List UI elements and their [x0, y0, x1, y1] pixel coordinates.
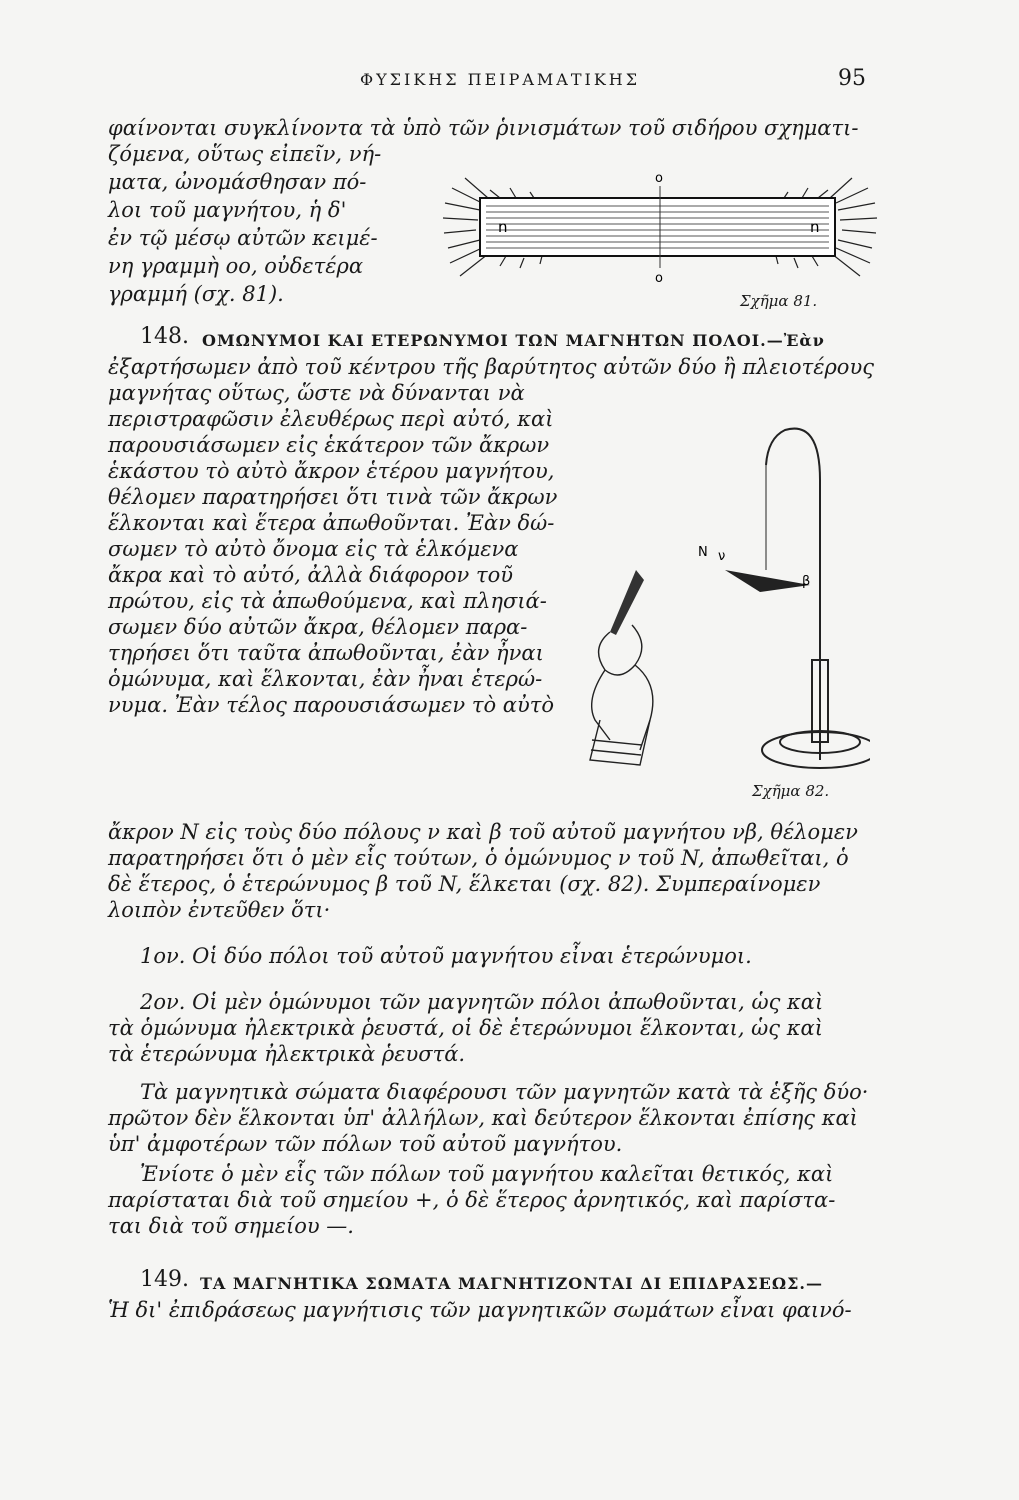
figure-82-caption: Σχῆμα 82. [752, 782, 830, 800]
text-line: Ἐνίοτε ὁ μὲν εἷς τῶν πόλων τοῦ μαγνήτου καλεῖται θετικός, καὶ [140, 1162, 834, 1186]
text-line: νυμα. Ἐὰν τέλος παρουσιάσωμεν τὸ αὐτὸ [108, 693, 554, 717]
section-number-148: 148. [140, 324, 189, 349]
suspended-needle [725, 570, 810, 592]
text-line: ἄκρον N εἰς τοὺς δύο πόλους ν καὶ β τοῦ αὐτοῦ μαγνήτου νβ, θέλομεν [108, 820, 858, 844]
neutral-label-top: o [655, 171, 663, 186]
text-line: παρουσιάσωμεν εἰς ἑκάτερον τῶν ἄκρων [108, 433, 550, 457]
text-line: ζόμενα, οὕτως εἰπεῖν, νή- [108, 142, 382, 166]
text-line: παρίσταται διὰ τοῦ σημείου +, ὁ δὲ ἕτερος ἀρνητικός, καὶ παρίστα- [108, 1188, 836, 1212]
text-line: θέλομεν παρατηρήσει ὅτι τινὰ τῶν ἄκρων [108, 485, 558, 509]
text-line: νη γραμμὴ οο, οὐδετέρα [108, 254, 364, 278]
label-N: N [698, 545, 708, 560]
text-line: δὲ ἕτερος, ὁ ἑτερώνυμος β τοῦ N, ἕλκεται (σχ. 82). Συμπεραίνομεν [108, 872, 821, 896]
text-line: σωμεν δύο αὐτῶν ἄκρα, θέλομεν παρα- [108, 615, 528, 639]
pointing-needle [610, 570, 644, 635]
text-line: 1ον. Οἱ δύο πόλοι τοῦ αὐτοῦ μαγνήτου εἶναι ἑτερώνυμοι. [140, 944, 752, 968]
text-line: ἕλκονται καὶ ἕτερα ἀπωθοῦνται. Ἐὰν δώ- [108, 511, 555, 535]
figure-81-bar-magnet [440, 168, 880, 308]
text-line: γραμμή (σχ. 81). [108, 282, 284, 306]
text-line: λοιπὸν ἐντεῦθεν ὅτι· [108, 898, 331, 922]
text-line: σωμεν τὸ αὐτὸ ὄνομα εἰς τὰ ἑλκόμενα [108, 537, 519, 561]
text-line: ὁμώνυμα, καὶ ἕλκονται, ἐὰν ἦναι ἑτερώ- [108, 667, 543, 691]
running-title: ΦΥΣΙΚΗΣ ΠΕΙΡΑΜΑΤΙΚΗΣ [360, 70, 641, 89]
text-line: ἑκάστου τὸ αὐτὸ ἄκρον ἑτέρου μαγνήτου, [108, 459, 555, 483]
pole-label-right: n [810, 218, 820, 236]
section-number-149: 149. [140, 1267, 189, 1292]
text-line: Ἡ δι' ἐπιδράσεως μαγνήτισις τῶν μαγνητικῶν σωμάτων εἶναι φαινό- [108, 1298, 852, 1322]
neutral-label-bottom: o [655, 271, 663, 286]
text-line: πρῶτον δὲν ἕλκονται ὑπ' ἀλλήλων, καὶ δεύτερον ἕλκονται ἐπίσης καὶ [108, 1106, 858, 1130]
text-line: λοι τοῦ μαγνήτου, ἡ δ' [108, 198, 347, 222]
text-line: πρώτου, εἰς τὰ ἀπωθούμενα, καὶ πλησιά- [108, 589, 547, 613]
text-line: παρατηρήσει ὅτι ὁ μὲν εἷς τούτων, ὁ ὁμώνυμος ν τοῦ N, ἀπωθεῖται, ὁ [108, 846, 849, 870]
text-line: ἐν τῷ μέσῳ αὐτῶν κειμέ- [108, 226, 378, 250]
text-line: τὰ ὁμώνυμα ἠλεκτρικὰ ῥευστά, οἱ δὲ ἑτερώνυμοι ἕλκονται, ὡς καὶ [108, 1016, 823, 1040]
text-line: 2ον. Οἱ μὲν ὁμώνυμοι τῶν μαγνητῶν πόλοι ἀπωθοῦνται, ὡς καὶ [140, 990, 824, 1014]
section-heading-148: ΟΜΩΝΥΜΟΙ ΚΑΙ ΕΤΕΡΩΝΥΜΟΙ ΤΩΝ ΜΑΓΝΗΤΩΝ ΠΟΛΟΙ.—Ἐὰν [202, 331, 825, 350]
stand-base [762, 732, 870, 768]
figure-82-suspended-magnet [580, 420, 870, 780]
text-line: Τὰ μαγνητικὰ σώματα διαφέρουσι τῶν μαγνητῶν κατὰ τὰ ἑξῆς δύο· [140, 1080, 869, 1104]
text-line: περιστραφῶσιν ἐλευθέρως περὶ αὐτό, καὶ [108, 407, 554, 431]
text-line: ἄκρα καὶ τὸ αὐτό, ἀλλὰ διάφορον τοῦ [108, 563, 514, 587]
label-r: ν [718, 549, 726, 564]
figure-81-caption: Σχῆμα 81. [740, 292, 818, 310]
text-line: τηρήσει ὅτι ταῦτα ἀπωθοῦνται, ἐὰν ἦναι [108, 641, 544, 665]
text-line: ἐξαρτήσωμεν ἀπὸ τοῦ κέντρου τῆς βαρύτητος αὐτῶν δύο ἢ πλειοτέρους [108, 355, 874, 379]
section-heading-149: ΤΑ ΜΑΓΝΗΤΙΚΑ ΣΩΜΑΤΑ ΜΑΓΝΗΤΙΖΟΝΤΑΙ ΔΙ ΕΠΙΔΡΑΣΕΩΣ.— [200, 1274, 823, 1293]
text-line: φαίνονται συγκλίνοντα τὰ ὑπὸ τῶν ῥινισμάτων τοῦ σιδήρου σχηματι- [108, 116, 859, 140]
running-header [0, 66, 1019, 100]
text-line: τὰ ἑτερώνυμα ἠλεκτρικὰ ῥευστά. [108, 1042, 466, 1066]
magnet-bar [480, 198, 835, 256]
text-line: ται διὰ τοῦ σημείου —. [108, 1214, 354, 1238]
text-line: μαγνήτας οὕτως, ὥστε νὰ δύνανται νὰ [108, 381, 525, 405]
hand-drawing [590, 625, 653, 765]
label-b: β [802, 574, 811, 589]
pole-label-left: n [498, 218, 508, 236]
text-line: ὑπ' ἀμφοτέρων τῶν πόλων τοῦ αὐτοῦ μαγνήτου. [108, 1132, 623, 1156]
text-line: ματα, ὠνομάσθησαν πό- [108, 170, 367, 194]
page-number: 95 [838, 66, 866, 91]
